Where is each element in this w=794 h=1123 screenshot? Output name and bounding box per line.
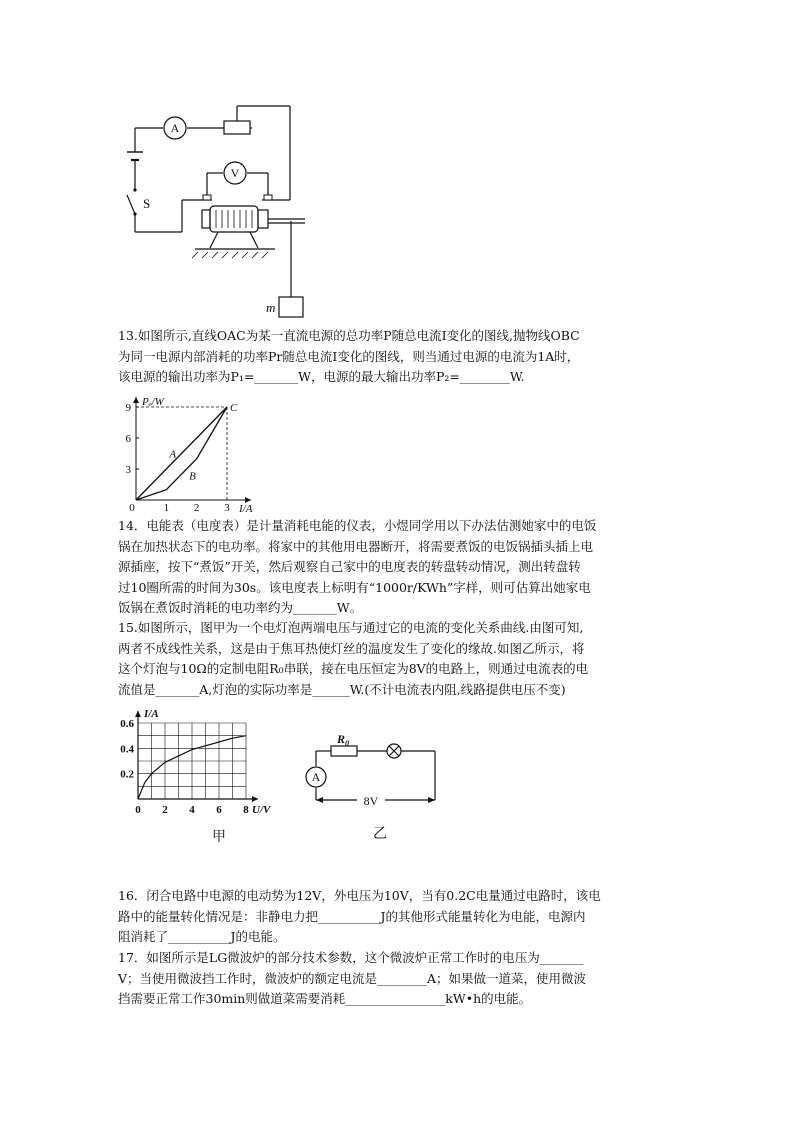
- q15-line-3: 这个灯泡与10Ω的定制电阻R₀串联，接在电压恒定为8V的电路上，则通过电流表的电: [118, 661, 589, 676]
- q14-line-4: 过10圈所需的时间为30s。该电度表上标明有“1000r/KWh”字样，则可估算出她家电: [118, 579, 591, 595]
- q15-line-2: 两者不成线性关系，这是由于焦耳热使灯丝的温度发生了变化的缘故.如图乙所示，将: [118, 640, 585, 656]
- figure-jia-caption: 甲: [212, 830, 226, 845]
- x-axis-label: U/V: [252, 804, 271, 816]
- q15-line-1: 15.如图所示，图甲为一个电灯泡两端电压与通过它的电流的变化关系曲线.由图可知,: [118, 620, 584, 635]
- resistor-label: $R_0$: [337, 732, 350, 748]
- q13-line-3: 该电源的输出功率为P₁=_______W，电源的最大输出功率P₂=________W.: [118, 369, 525, 384]
- y-axis-arrow: [133, 397, 139, 403]
- q13-line-1: 13.如图所示,直线OAC为某一直流电源的总功率P随总电流I变化的图线,抛物线OBC: [118, 328, 580, 343]
- x-tick-label: 2: [162, 804, 168, 816]
- x-tick-label: 3: [224, 502, 230, 514]
- y-tick-label: 9: [125, 402, 131, 414]
- question-13: [118, 326, 684, 388]
- q14-line-2: 锅在加热状态下的电功率。将家中的其他用电器断开，将需要煮饭的电饭锅插头插上电: [118, 538, 594, 554]
- q17-line-2: V；当使用微波挡工作时，微波炉的额定电流是________A；如果做一道菜，使用微波: [118, 970, 587, 986]
- y-tick-label: 0.6: [120, 718, 134, 730]
- point-label-a: A: [169, 448, 177, 461]
- x-axis-label: I/A: [239, 503, 253, 515]
- question-14: [118, 516, 684, 619]
- q14-line-1: 14．电能表（电度表）是计量消耗电能的仪表，小煜同学用以下办法估测她家中的电饭: [118, 518, 597, 533]
- series-circuit-figure: [305, 730, 445, 850]
- series-line-1: [136, 407, 227, 500]
- y-axis-label: I/A: [144, 708, 159, 720]
- y-tick-label: 0.4: [120, 743, 134, 756]
- y-axis-arrow: [135, 711, 141, 717]
- voltage-label: 8V: [363, 794, 379, 808]
- ammeter-label: A: [170, 121, 180, 135]
- x-tick-label: 0: [129, 502, 135, 514]
- current-voltage-chart: [118, 708, 288, 852]
- q14-line-5: 饭锅在煮饭时消耗的电功率约为_______W。: [118, 600, 363, 615]
- q17-line-1: 17．如图所示是LG微波炉的部分技术参数，这个微波炉正常工作时的电压为_______: [118, 950, 584, 965]
- y-tick-label: 6: [125, 433, 131, 445]
- x-tick-label: 0: [135, 804, 141, 816]
- q14-line-3: 源插座，按下“煮饭”开关，然后观察自己家中的电度表的转盘转动情况，测出转盘转: [118, 559, 581, 574]
- point-label-b: B: [189, 470, 196, 483]
- x-tick-label: 6: [216, 804, 222, 816]
- switch-label: S: [143, 196, 151, 211]
- y-axis-label: Pₑ/W: [142, 396, 164, 408]
- q17-line-3: 挡需要正常工作30min则做道菜需要消耗________________kW•h的电能。: [118, 991, 532, 1006]
- y-tick-label: 0.2: [120, 768, 134, 781]
- x-tick-label: 2: [193, 502, 200, 514]
- q16-line-3: 阻消耗了__________J的电能。: [118, 929, 286, 944]
- figure-yi-caption: 乙: [373, 827, 387, 842]
- q15-line-4: 流值是_______A,灯泡的实际功率是______W.(不计电流表内阻,线路提供电压不变): [118, 681, 566, 697]
- q16-line-2: 路中的能量转化情况是：非静电力把__________J的其他形式能量转化为电能，电源内: [118, 908, 586, 924]
- voltmeter-label: V: [230, 166, 240, 180]
- mass-label: m: [266, 300, 276, 315]
- x-tick-label: 1: [163, 502, 170, 514]
- point-label-c: C: [230, 402, 238, 414]
- question-17: [118, 948, 684, 1010]
- power-current-chart: [118, 392, 278, 515]
- q16-line-1: 16．闭合电路中电源的电动势为12V，外电压为10V，当有0.2C电量通过电路时，该电: [118, 888, 601, 903]
- y-tick-label: 3: [125, 464, 131, 476]
- q13-line-2: 为同一电源内部消耗的功率Pr随总电流I变化的图线，则当通过电源的电流为1A时，: [118, 348, 580, 364]
- question-15: [118, 618, 684, 700]
- x-axis-arrow: [252, 796, 258, 802]
- ammeter-label: A: [311, 770, 321, 784]
- x-tick-label: 8: [243, 804, 249, 816]
- question-16: [118, 886, 684, 948]
- x-tick-label: 4: [189, 804, 195, 816]
